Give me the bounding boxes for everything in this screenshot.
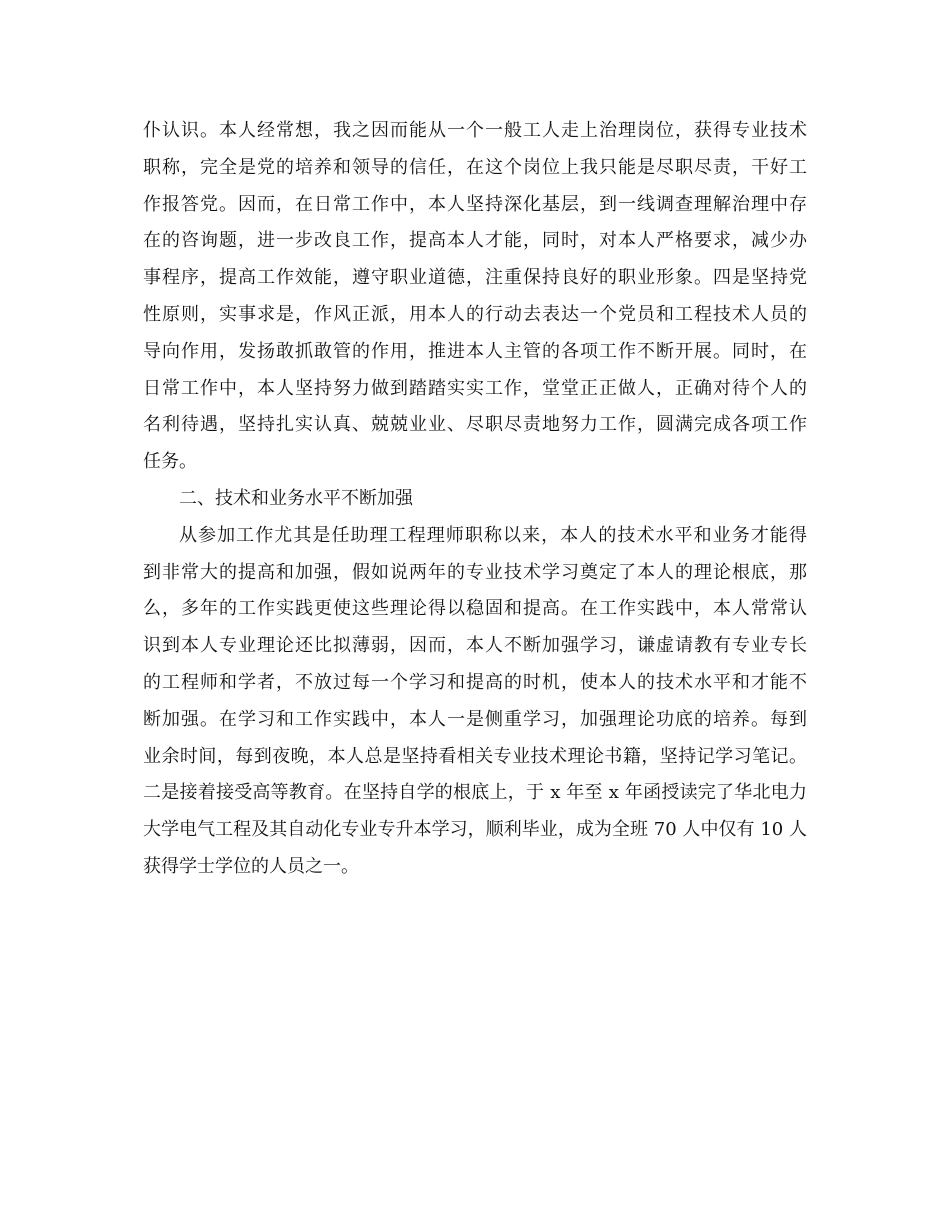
- paragraph-2-line: 识到本人专业理论还比拟薄弱，因而，本人不断加强学习，谦虚请教有专业专长: [143, 635, 807, 657]
- paragraph-2-line: 获得学士学位的人员之一。: [143, 855, 359, 877]
- document-body: [143, 113, 807, 886]
- paragraph-2-line: 断加强。在学习和工作实践中，本人一是侧重学习，加强理论功底的培养。每到: [143, 708, 807, 730]
- paragraph-1-line: 仆认识。本人经常想，我之因而能从一个一般工人走上治理岗位，获得专业技术: [143, 120, 807, 141]
- paragraph-1-line: 导向作用，发扬敢抓敢管的作用，推进本人主管的各项工作不断开展。同时，在: [143, 340, 807, 362]
- paragraph-1-line: 名利待遇，坚持扎实认真、兢兢业业、尽职尽责地努力工作，圆满完成各项工作: [143, 414, 807, 436]
- paragraph-1-line: 日常工作中，本人坚持努力做到踏踏实实工作，堂堂正正做人，正确对待个人的: [143, 377, 807, 399]
- section-heading: 二、技术和业务水平不断加强: [179, 487, 413, 509]
- paragraph-2-line: 大学电气工程及其自动化专业专升本学习，顺利毕业，成为全班 70 人中仅有 10 人: [143, 819, 807, 841]
- paragraph-2-line: 从参加工作尤其是任助理工程理师职称以来，本人的技术水平和业务才能得: [179, 524, 807, 546]
- paragraph-1-line: 在的咨询题，进一步改良工作，提高本人才能，同时，对本人严格要求，减少办: [143, 230, 807, 252]
- paragraph-1-line: 作报答党。因而，在日常工作中，本人坚持深化基层，到一线调查理解治理中存: [143, 193, 807, 215]
- paragraph-1-line: 职称，完全是党的培养和领导的信任，在这个岗位上我只能是尽职尽责，干好工: [143, 156, 807, 178]
- paragraph-2-line: 业余时间，每到夜晚，本人总是坚持看相关专业技术理论书籍，坚持记学习笔记。: [143, 745, 807, 767]
- paragraph-1-line: 事程序，提高工作效能，遵守职业道德，注重保持良好的职业形象。四是坚持党: [143, 267, 807, 289]
- paragraph-2-line: 么，多年的工作实践更使这些理论得以稳固和提高。在工作实践中，本人常常认: [143, 598, 807, 620]
- paragraph-2-line: 的工程师和学者，不放过每一个学习和提高的时机，使本人的技术水平和才能不: [143, 671, 807, 693]
- paragraph-2-line: 到非常大的提高和加强，假如说两年的专业技术学习奠定了本人的理论根底，那: [143, 561, 807, 583]
- paragraph-2-line: 二是接着接受高等教育。在坚持自学的根底上，于 x 年至 x 年函授读完了华北电力: [143, 782, 807, 804]
- paragraph-1-line: 任务。: [143, 451, 197, 473]
- paragraph-1-line: 性原则，实事求是，作风正派，用本人的行动去表达一个党员和工程技术人员的: [143, 303, 807, 325]
